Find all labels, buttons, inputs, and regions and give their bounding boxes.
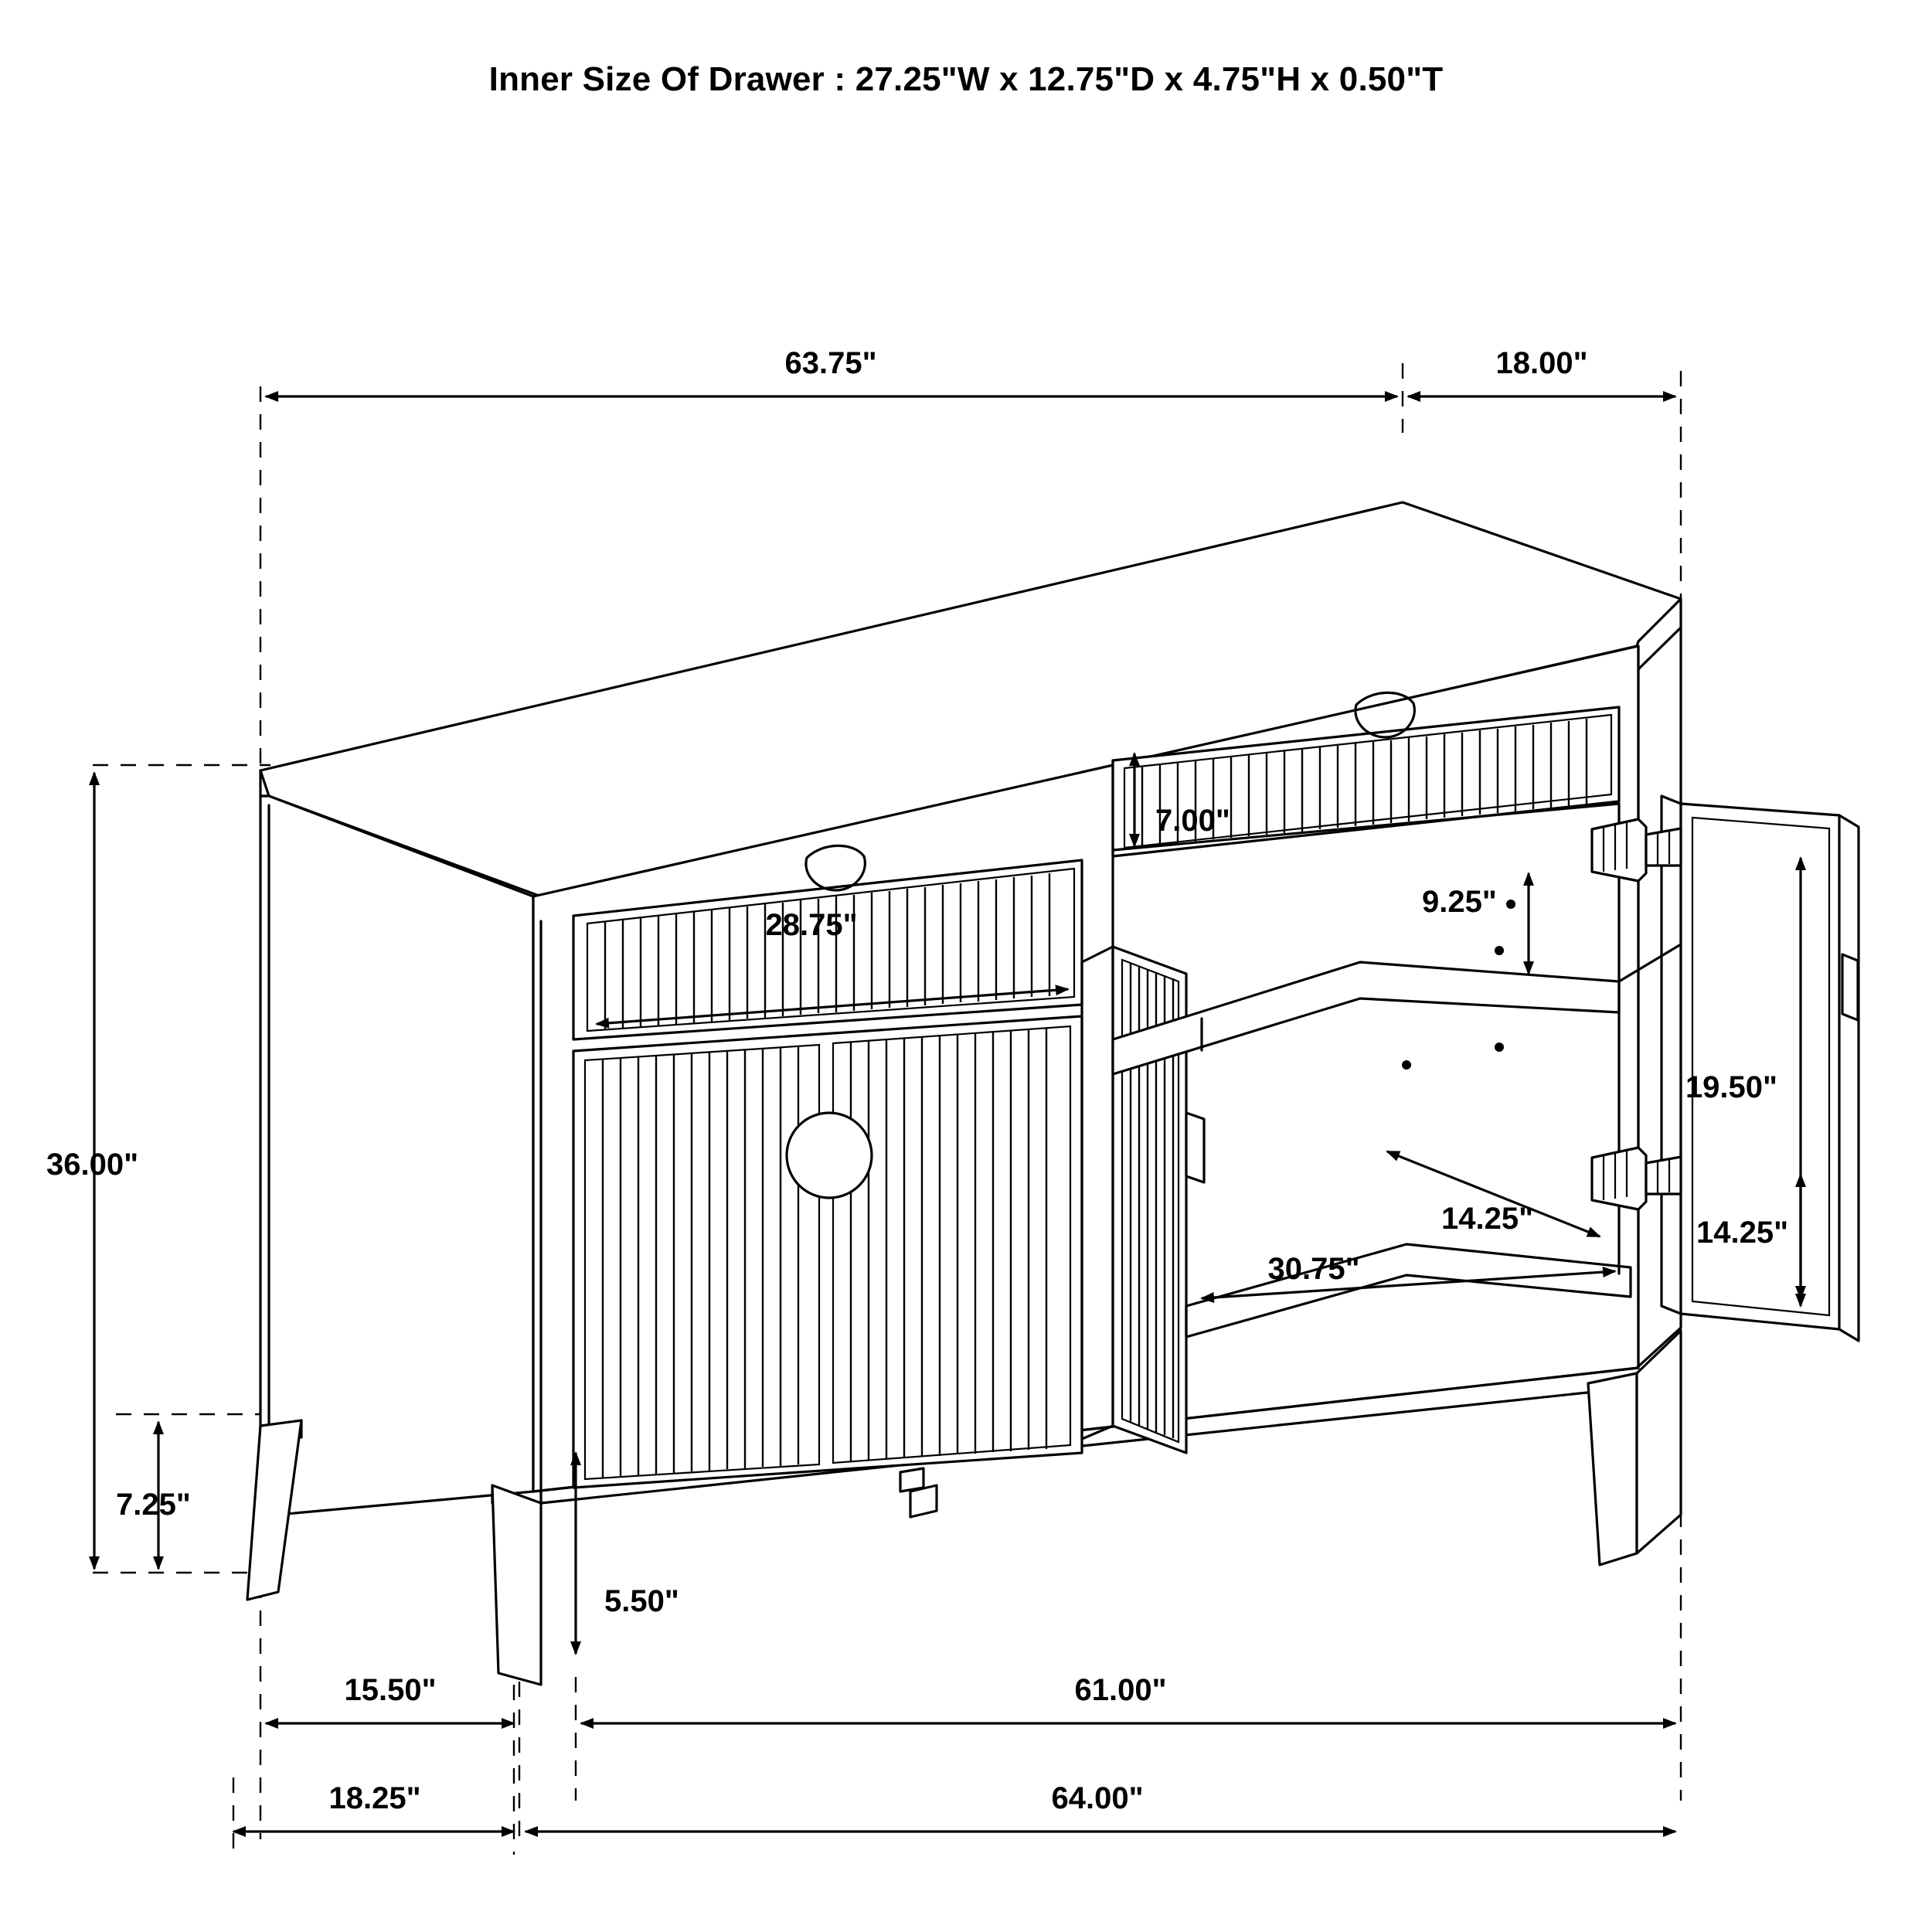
doors-left-pair — [573, 1016, 1082, 1492]
dim-overall-height: 36.00" — [46, 1148, 139, 1182]
bottom-dimension-group — [233, 1673, 1675, 1855]
dim-drawer-width: 28.75" — [765, 908, 858, 942]
dim-interior-width: 30.75" — [1267, 1252, 1360, 1286]
dim-base-span: 61.00" — [1074, 1673, 1167, 1707]
dim-base-total: 64.00" — [1051, 1781, 1144, 1815]
dim-top-width: 63.75" — [784, 346, 877, 380]
dim-interior-depth: 14.25" — [1441, 1202, 1534, 1236]
dim-base-left-offset: 18.25" — [328, 1781, 421, 1815]
dim-left-offset: 15.50" — [344, 1673, 437, 1707]
top-dimension-group — [266, 346, 1675, 396]
dim-drawer-height: 7.00" — [1155, 804, 1230, 838]
dim-door-depth: 14.25" — [1696, 1216, 1789, 1250]
door-round-knob — [787, 1113, 872, 1198]
open-door-right — [1662, 796, 1859, 1341]
page-title: Inner Size Of Drawer : 27.25"W x 12.75"D x 4.75"H x 0.50"T — [488, 60, 1444, 98]
dim-top-depth: 18.00" — [1495, 346, 1588, 380]
dim-leg-height: 7.25" — [116, 1488, 191, 1522]
dim-shelf-gap: 9.25" — [1422, 885, 1497, 919]
dim-door-height: 19.50" — [1685, 1070, 1777, 1104]
dim-leg-clearance: 5.50" — [604, 1584, 679, 1618]
